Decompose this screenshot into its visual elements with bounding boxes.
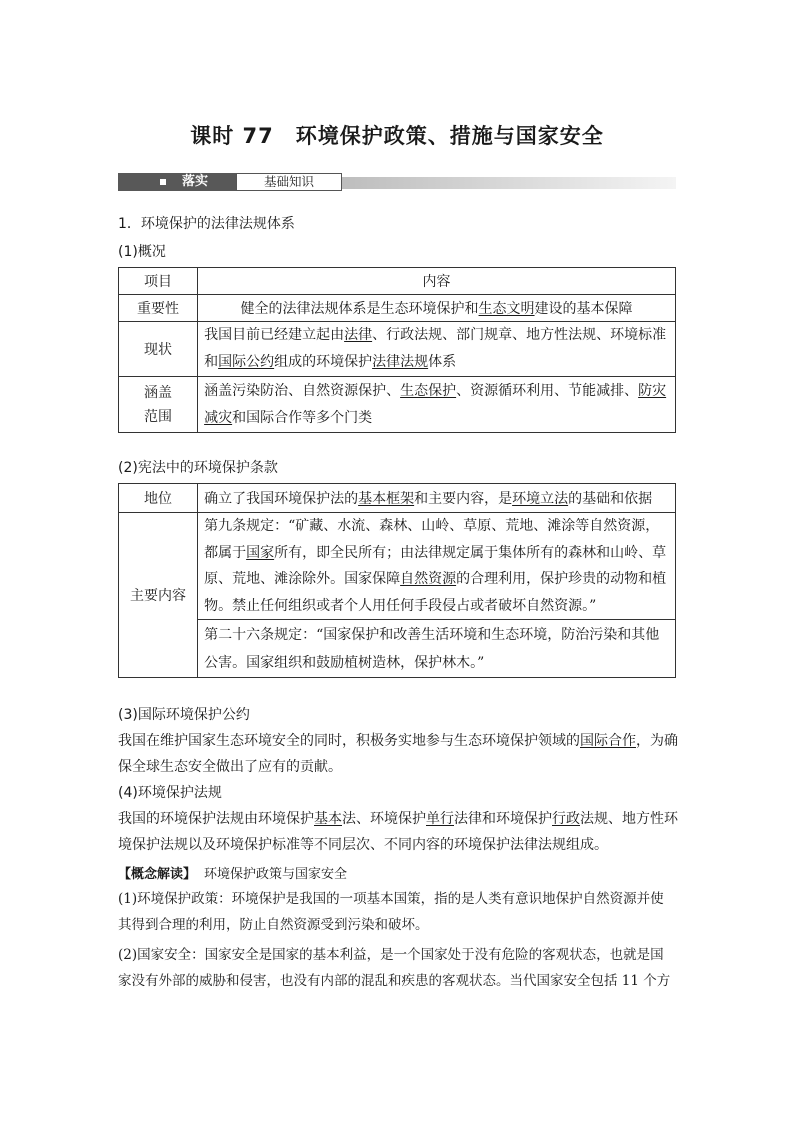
paragraph-line: (1)环境保护政策：环境保护是我国的一项基本国策，指的是人类有意识地保护自然资源并使	[118, 891, 664, 907]
sub-heading-constitution: (2)宪法中的环境保护条款	[118, 460, 278, 476]
text-run: ，为确	[636, 733, 678, 749]
text-line: 第九条规定：“矿藏、水流、森林、山岭、草原、荒地、滩涂等自然资源，	[204, 518, 660, 534]
table-row	[119, 295, 676, 322]
banner-tag	[118, 173, 236, 191]
underlined-term: 防灾	[638, 382, 667, 399]
underlined-term: 行政	[552, 811, 580, 827]
paragraph-line: (2)国家安全：国家安全是国家的基本利益，是一个国家处于没有危险的客观状态，也就是国	[118, 947, 664, 963]
header-cell-content: 内容	[198, 268, 676, 295]
row-content-position	[198, 484, 676, 513]
text-line: 物。禁止任何组织或者个人用任何手段侵占或者破坏自然资源。”	[204, 597, 597, 614]
text-run: 体系	[428, 354, 457, 370]
table-row	[119, 620, 676, 678]
article-26-cell	[198, 620, 676, 678]
paragraph-line: 保全球生态安全做出了应有的贡献。	[118, 759, 342, 775]
underlined-term: 基本	[314, 811, 342, 827]
text-run: 法、环境保护	[342, 811, 426, 827]
text-run: 和国际合作等多个门类	[232, 409, 373, 426]
text-run: 确立了我国环境保护法的	[204, 491, 359, 507]
sub-heading-overview: (1)概况	[118, 244, 166, 260]
row-content-coverage	[198, 377, 676, 433]
international-conventions-section	[118, 702, 680, 858]
section-heading: 1．环境保护的法律法规体系	[118, 216, 295, 232]
paragraph-line: 境保护法规以及环境保护标准等不同层次、不同内容的环境保护法律法规组成。	[118, 837, 608, 853]
underlined-term: 生态文明	[478, 301, 535, 317]
table-header-row	[119, 268, 676, 295]
table-row	[119, 484, 676, 513]
text-run: 和主要内容，是	[414, 491, 513, 507]
text-run: 我国在维护国家生态环境安全的同时，积极务实地参与生态环境保护领域的	[118, 733, 580, 749]
row-content-importance	[198, 295, 676, 322]
sub-heading-conventions: (3)国际环境保护公约	[118, 707, 250, 723]
banner-gradient-bar	[340, 177, 676, 189]
label-line: 范围	[144, 408, 173, 425]
overview-table	[118, 267, 676, 433]
text-run: 建设的基本保障	[534, 301, 633, 317]
underlined-term: 减灾	[204, 409, 233, 426]
text-run: 我国的环境保护法规由环境保护	[118, 811, 314, 827]
square-bullet-icon	[160, 179, 166, 185]
paragraph-line	[118, 806, 680, 832]
underlined-term: 法律法规	[372, 354, 429, 370]
concept-label: 【概念解读】	[118, 867, 197, 882]
text-run: 的合理利用，保护珍贵的动物和植	[456, 571, 667, 587]
text-run: 健全的法律法规体系是生态环境保护和	[240, 301, 479, 317]
underlined-term: 环境立法	[512, 491, 569, 507]
text-run: 和	[204, 354, 219, 370]
text-line: 第二十六条规定：“国家保护和改善生活环境和生态环境，防治污染和其他	[204, 626, 660, 643]
row-label-status: 现状	[119, 322, 198, 377]
underlined-term: 国家	[246, 544, 275, 561]
table-row	[119, 513, 676, 620]
banner-tag-label: 落实	[182, 174, 209, 189]
text-run: 原、荒地、滩涂除外。国家保障	[204, 571, 401, 587]
constitution-table	[118, 483, 676, 678]
sub-heading-regulations: (4)环境保护法规	[118, 785, 222, 801]
paragraph-line: 其得到合理的利用，防止自然资源受到污染和破坏。	[118, 917, 429, 933]
banner-label: 基础知识	[236, 173, 342, 191]
row-label-main-content: 主要内容	[119, 513, 198, 678]
article-9-cell	[198, 513, 676, 620]
text-line: 公害。国家组织和鼓励植树造林，保护林木。”	[204, 654, 485, 671]
concept-section	[118, 862, 680, 994]
row-label-position: 地位	[119, 484, 198, 513]
header-cell-item: 项目	[119, 268, 198, 295]
row-label-coverage	[119, 377, 198, 433]
text-run: 涵盖污染防治、自然资源保护、	[204, 382, 401, 399]
text-run: 、行政法规、部门规章、地方性法规、环境标准	[372, 327, 667, 343]
underlined-term: 国际公约	[218, 354, 275, 370]
page-title: 课时 77 环境保护政策、措施与国家安全	[190, 124, 604, 148]
underlined-term: 单行	[426, 811, 454, 827]
concept-title: 环境保护政策与国家安全	[204, 867, 348, 882]
text-run: 我国目前已经建立起由	[204, 327, 345, 343]
paragraph-line	[118, 728, 680, 754]
underlined-term: 国际合作	[580, 733, 636, 749]
table-row	[119, 322, 676, 377]
underlined-term: 基本框架	[358, 491, 415, 507]
underlined-term: 法律	[344, 327, 373, 343]
text-run: 法规、地方性环	[580, 811, 678, 827]
text-run: 、资源循环利用、节能减排、	[456, 382, 639, 399]
underlined-term: 自然资源	[400, 571, 457, 587]
text-run: 所有，即全民所有；由法律规定属于集体所有的森林和山岭、草	[274, 544, 667, 561]
text-run: 法律和环境保护	[454, 811, 552, 827]
label-line: 涵盖	[144, 384, 173, 401]
section-banner	[118, 173, 676, 193]
row-content-status	[198, 322, 676, 377]
paragraph-line: 家没有外部的威胁和侵害，也没有内部的混乱和疾患的客观状态。当代国家安全包括 11 个方	[118, 973, 671, 989]
text-run: 都属于	[204, 544, 247, 561]
text-run: 的基础和依据	[568, 491, 653, 507]
underlined-term: 生态保护	[400, 382, 457, 399]
text-run: 组成的环境保护	[274, 354, 373, 370]
row-label-importance: 重要性	[119, 295, 198, 322]
concept-heading	[118, 862, 680, 886]
table-row	[119, 377, 676, 433]
